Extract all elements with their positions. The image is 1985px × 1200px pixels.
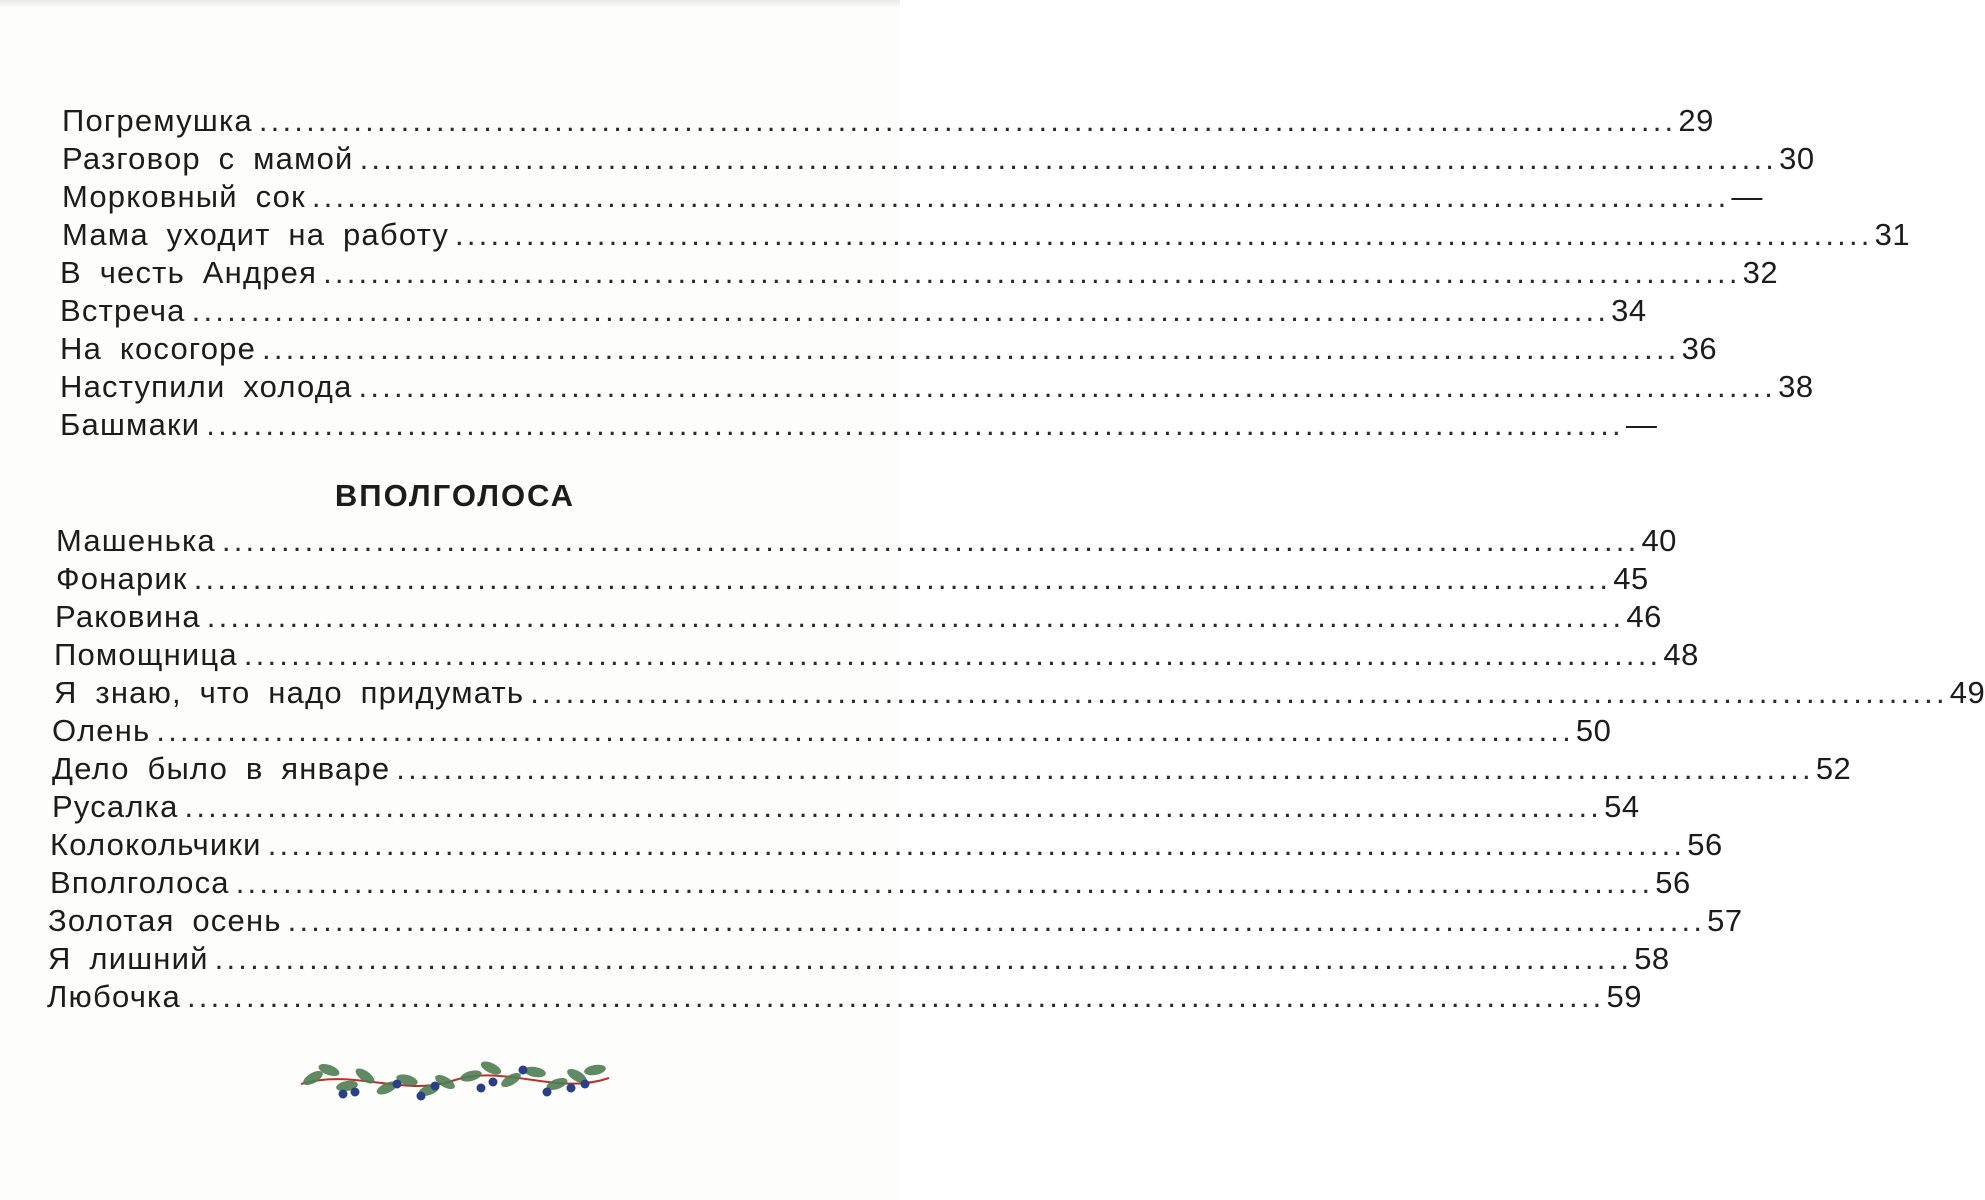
dot-leader: ........................................................................................................................ — [206, 407, 1624, 442]
toc-entry-title: В честь Андрея — [60, 255, 318, 290]
berry-shape — [519, 1066, 528, 1075]
toc-entry[interactable] — [50, 826, 1723, 864]
dot-leader: ........................................................................................................................ — [191, 293, 1610, 328]
toc-entry[interactable] — [54, 674, 1985, 712]
toc-entry-title: Наступили холода — [60, 369, 353, 404]
berry-shape — [351, 1088, 360, 1097]
toc-entry-page: 50 — [1575, 713, 1612, 748]
berry-shape — [431, 1082, 440, 1091]
toc-entry-title: На косогоре — [60, 331, 257, 366]
toc-entry[interactable] — [54, 636, 1699, 674]
toc-entry-title: Помощница — [54, 637, 238, 672]
dot-leader: ........................................................................................................................ — [221, 523, 1640, 558]
toc-entry[interactable] — [60, 254, 1779, 292]
page-top-edge — [0, 0, 900, 8]
toc-entry-page: 46 — [1626, 599, 1662, 634]
toc-entry-page: 45 — [1613, 561, 1649, 596]
toc-entry[interactable] — [52, 750, 1852, 788]
toc-entry-page: 38 — [1778, 369, 1814, 404]
toc-entry[interactable] — [48, 902, 1743, 940]
toc-entry-title: Фонарик — [56, 561, 188, 596]
toc-entry-title: Башмаки — [60, 407, 201, 442]
toc-entry-page: 54 — [1604, 789, 1640, 824]
berry-shape — [417, 1092, 426, 1101]
toc-entry-title: Золотая осень — [48, 903, 282, 938]
berry-shape — [393, 1080, 402, 1089]
toc-entry[interactable] — [47, 978, 1642, 1016]
toc-entry[interactable] — [62, 178, 1763, 216]
toc-entry-page: — — [1731, 179, 1763, 214]
dot-leader: ........................................................................................................................ — [267, 827, 1686, 862]
toc-entry[interactable] — [50, 864, 1691, 902]
dot-leader: ........................................................................................................................ — [323, 255, 1741, 290]
leaf-shape — [459, 1068, 483, 1083]
berry-branch-ornament-icon — [295, 1040, 615, 1110]
toc-entry[interactable] — [55, 598, 1662, 636]
toc-entry[interactable] — [62, 216, 1911, 254]
section-heading: ВПОЛГОЛОСА — [334, 478, 576, 513]
toc-entry-page: 34 — [1611, 293, 1647, 328]
toc-entry[interactable] — [48, 940, 1670, 978]
toc-entry-page: 48 — [1663, 637, 1699, 672]
dot-leader: ........................................................................................................................ — [235, 865, 1654, 900]
toc-entry[interactable] — [60, 330, 1718, 368]
dot-leader: ........................................................................................................................ — [156, 713, 1574, 748]
toc-entry[interactable] — [62, 102, 1714, 140]
toc-entry[interactable] — [56, 560, 1649, 598]
dot-leader: ........................................................................................................................ — [258, 103, 1677, 138]
toc-entry-title: Разговор с мамой — [62, 141, 354, 176]
toc-entry[interactable] — [60, 406, 1658, 444]
toc-entry-page: 29 — [1678, 103, 1714, 138]
toc-entry-title: Раковина — [55, 599, 201, 634]
leaf-shape — [499, 1070, 523, 1090]
dot-leader: ........................................................................................................................ — [206, 599, 1625, 634]
toc-entry-title: Вполголоса — [50, 865, 230, 900]
toc-entry-title: Русалка — [52, 789, 179, 824]
toc-entry-title: Я лишний — [48, 941, 209, 976]
toc-entry-title: Погремушка — [62, 103, 253, 138]
toc-entry-title: Дело было в январе — [52, 751, 391, 786]
toc-entry-page: — — [1625, 407, 1658, 442]
berry-shape — [543, 1088, 552, 1097]
dot-leader: ........................................................................................................................ — [214, 941, 1633, 976]
dot-leader: ........................................................................................................................ — [530, 675, 1948, 710]
toc-entry[interactable] — [60, 368, 1814, 406]
toc-entry[interactable] — [52, 788, 1640, 826]
dot-leader: ........................................................................................................................ — [359, 141, 1778, 176]
toc-entry[interactable] — [52, 712, 1612, 750]
leaf-shape — [583, 1063, 606, 1077]
toc-entry[interactable] — [56, 522, 1677, 560]
dot-leader: ........................................................................................................................ — [184, 789, 1603, 824]
toc-entry[interactable] — [60, 292, 1647, 330]
toc-entry-title: Встреча — [60, 293, 186, 328]
dot-leader: ........................................................................................................................ — [358, 369, 1777, 404]
berry-shape — [581, 1080, 590, 1089]
toc-entry-page: 30 — [1779, 141, 1815, 176]
toc-entry-page: 36 — [1681, 331, 1718, 366]
dot-leader: ........................................................................................................................ — [287, 903, 1706, 938]
toc-entry-page: 31 — [1874, 217, 1911, 252]
dot-leader: ........................................................................................................................ — [311, 179, 1730, 214]
toc-entry-title: Машенька — [56, 523, 216, 558]
berry-shape — [339, 1090, 348, 1099]
berry-shape — [489, 1078, 498, 1087]
toc-entry-title: Колокольчики — [50, 827, 262, 862]
toc-entry[interactable] — [62, 140, 1815, 178]
toc-entry-title: Я знаю, что надо придумать — [54, 675, 525, 710]
toc-entry-title: Морковный сок — [62, 179, 306, 214]
dot-leader: ........................................................................................................................ — [396, 751, 1814, 786]
toc-entry-page: 49 — [1949, 675, 1985, 710]
dot-leader: ........................................................................................................................ — [455, 217, 1873, 252]
toc-entry-page: 52 — [1815, 751, 1852, 786]
toc-entry-title: Любочка — [47, 979, 181, 1014]
toc-entry-page: 56 — [1687, 827, 1723, 862]
toc-entry-title: Олень — [52, 713, 151, 748]
dot-leader: ........................................................................................................................ — [193, 561, 1612, 596]
dot-leader: ........................................................................................................................ — [243, 637, 1662, 672]
dot-leader: ........................................................................................................................ — [262, 331, 1680, 366]
dot-leader: ........................................................................................................................ — [186, 979, 1605, 1014]
toc-entry-page: 56 — [1655, 865, 1691, 900]
toc-entry-title: Мама уходит на работу — [62, 217, 450, 252]
berry-shape — [477, 1084, 486, 1093]
toc-entry-page: 32 — [1742, 255, 1779, 290]
toc-entry-page: 57 — [1707, 903, 1743, 938]
toc-entry-page: 58 — [1634, 941, 1670, 976]
berry-shape — [567, 1084, 576, 1093]
toc-entry-page: 40 — [1641, 523, 1677, 558]
toc-entry-page: 59 — [1606, 979, 1642, 1014]
